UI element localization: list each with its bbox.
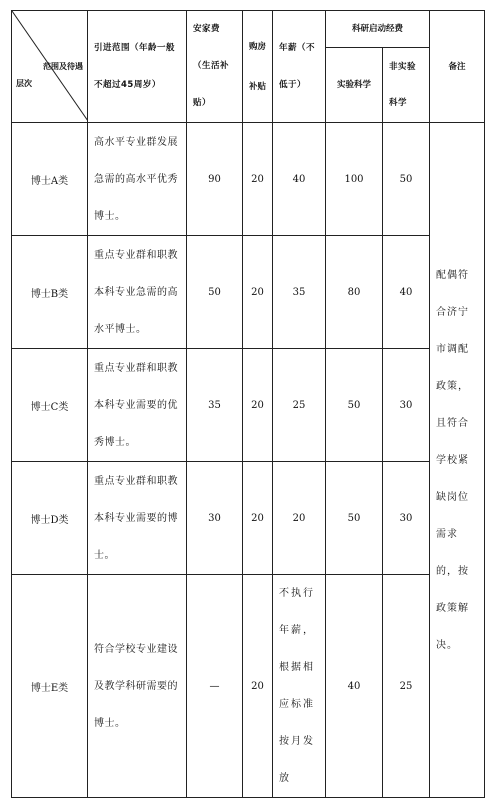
level-cell: 博士C类 xyxy=(12,349,88,462)
lab-cell: 40 xyxy=(326,575,383,798)
lab-cell: 50 xyxy=(326,462,383,575)
non-lab-science-header: 非实验科学 xyxy=(383,47,430,122)
housing-header: 购房补贴 xyxy=(243,11,273,123)
lab-cell: 80 xyxy=(326,236,383,349)
scope-cell: 重点专业群和职教本科专业需要的优秀博士。 xyxy=(88,349,187,462)
remark-header: 备注 xyxy=(430,11,485,123)
salary-cell: 40 xyxy=(273,123,326,236)
table-row xyxy=(12,123,485,236)
salary-cell: 20 xyxy=(273,462,326,575)
nonlab-cell: 50 xyxy=(383,123,430,236)
table-row xyxy=(12,349,485,462)
research-fund-header: 科研启动经费 xyxy=(326,11,430,48)
table-row xyxy=(12,575,485,798)
salary-cell: 25 xyxy=(273,349,326,462)
settle-cell: 90 xyxy=(187,123,243,236)
salary-cell: 不执行年薪，根据相应标准按月发放 xyxy=(273,575,326,798)
salary-header: 年薪（不低于） xyxy=(273,11,326,123)
lab-cell: 50 xyxy=(326,349,383,462)
corner-header-cell xyxy=(12,11,88,123)
housing-cell: 20 xyxy=(243,236,273,349)
level-cell: 博士A类 xyxy=(12,123,88,236)
housing-cell: 20 xyxy=(243,123,273,236)
housing-cell: 20 xyxy=(243,575,273,798)
nonlab-cell: 25 xyxy=(383,575,430,798)
scope-cell: 符合学校专业建设及教学科研需要的博士。 xyxy=(88,575,187,798)
lab-cell: 100 xyxy=(326,123,383,236)
corner-top-label: 范围及待遇 xyxy=(43,62,83,71)
lab-science-header: 实验科学 xyxy=(326,47,383,122)
housing-cell: 20 xyxy=(243,462,273,575)
level-cell: 博士E类 xyxy=(12,575,88,798)
settle-cell: 35 xyxy=(187,349,243,462)
table-row xyxy=(12,462,485,575)
salary-cell: 35 xyxy=(273,236,326,349)
corner-bottom-label: 层次 xyxy=(16,79,32,88)
nonlab-cell: 30 xyxy=(383,349,430,462)
settle-cell: 50 xyxy=(187,236,243,349)
scope-header: 引进范围（年龄一般不超过45周岁） xyxy=(88,11,187,123)
housing-cell: 20 xyxy=(243,349,273,462)
level-cell: 博士B类 xyxy=(12,236,88,349)
level-cell: 博士D类 xyxy=(12,462,88,575)
remark-cell: 配偶符合济宁市调配政策，且符合学校紧缺岗位需求的，按政策解决。 xyxy=(430,123,485,798)
scope-cell: 重点专业群和职教本科专业急需的高水平博士。 xyxy=(88,236,187,349)
table-row xyxy=(12,236,485,349)
scope-cell: 高水平专业群发展急需的高水平优秀博士。 xyxy=(88,123,187,236)
scope-cell: 重点专业群和职教本科专业需要的博士。 xyxy=(88,462,187,575)
talent-policy-table xyxy=(11,10,485,798)
settle-cell: 30 xyxy=(187,462,243,575)
nonlab-cell: 30 xyxy=(383,462,430,575)
settle-fee-header: 安家费（生活补贴） xyxy=(187,11,243,123)
settle-cell: — xyxy=(187,575,243,798)
nonlab-cell: 40 xyxy=(383,236,430,349)
